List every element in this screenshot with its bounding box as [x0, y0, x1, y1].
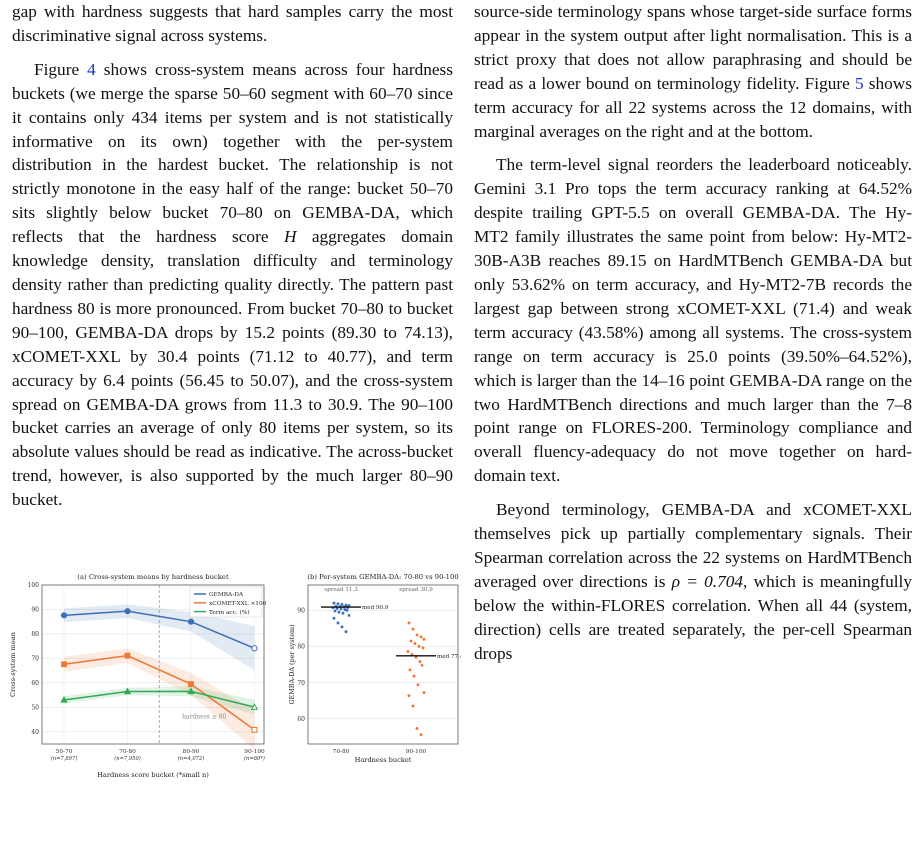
panel-a-title: (a) Cross-system means by hardness bucket [77, 573, 229, 581]
left-paragraph-2-tail: aggregates domain knowledge density, translation difficulty and terminology density rather than predicting quality directly. The pattern past hardness 80 is more pronounced. From bucket 70–80 to bucket 90–100, GEMBA-DA drops by 15.2 points (89.30 to 74.13), xCOMET-XXL by 30.4 points (71.12 to 40.77), and term accuracy by 6.4 points (56.45 to 50.07), and the cross-system spread on GEMBA-DA grows from 11.3 to 30.9. The 90–100 bucket carries an average of only 80 items per system, so its absolute values should be read as indicative. The across-bucket trend, however, is also supported by the much larger 80–90 bucket. [12, 227, 453, 510]
panel-a-legend-label: Term acc. (%) [209, 609, 250, 616]
panel-b-point [408, 621, 411, 624]
spearman-rho: ρ = 0.704 [671, 571, 744, 591]
panel-b-ytick-label: 70 [297, 679, 305, 687]
panel-b-point [420, 733, 423, 736]
panel-b-ytick-label: 80 [297, 643, 305, 651]
panel-b-point [418, 645, 421, 648]
panel-a-xtick-sublabel: (n=80*) [244, 756, 265, 762]
panel-a-point [62, 662, 67, 667]
panel-a-xtick-label: 70-80 [119, 749, 136, 755]
panel-b-point [334, 610, 337, 613]
panel-b-point [342, 612, 345, 615]
panel-a-xtick-label: 80-90 [182, 749, 200, 755]
panel-b-point [421, 664, 424, 667]
panel-a-legend-label: xCOMET-XXL ×100 [209, 601, 267, 607]
panel-a-legend [190, 587, 267, 617]
figure-4 [6, 568, 461, 782]
panel-a-ytick-label: 70 [31, 655, 39, 663]
panel-b-point [407, 650, 410, 653]
panel-b-point [416, 727, 419, 730]
panel-b-point [420, 636, 423, 639]
panel-a-ylabel: Cross-system mean [9, 632, 17, 697]
panel-a-ytick-label: 80 [31, 631, 39, 639]
right-paragraph-1-b: shows term accuracy for all 22 systems across the 12 domains, with marginal averages on the right and at the bottom. [474, 73, 912, 141]
panel-a-point [125, 653, 130, 658]
panel-b-ylabel: GEMBA-DA (per system) [288, 624, 296, 705]
panel-b-point [410, 640, 413, 643]
panel-a-point [125, 609, 130, 614]
panel-a-point [61, 613, 66, 618]
left-paragraph-2-body: shows cross-system means across four hardness buckets (we merge the sparse 50–60 segment with 60–70 since it contains only 434 items per system and is not statistically informative on its own) together with the per-system distribution in the hardest bucket. The relationship is not strictly monotone in the easy half of the range: bucket 50–70 sits slightly below bucket 70–80 on GEMBA-DA, which reflects that the hardness score [12, 59, 453, 247]
right-paragraph-1 [474, 0, 912, 143]
panel-b-point [413, 675, 416, 678]
panel-a-point [252, 646, 257, 651]
right-paragraph-3-b: , which is meaningfully below the within-FLORES correlation. When all 44 (system, direction) cells are treated separately, the per-cell Spearman drops [474, 571, 912, 663]
panel-b-point [346, 609, 349, 612]
panel-b-median-label: med 90.9 [362, 605, 389, 612]
left-paragraph-2 [12, 58, 453, 512]
panel-b-point [409, 668, 412, 671]
figure-5-link[interactable]: 5 [854, 73, 864, 93]
left-paragraph-1: gap with hardness suggests that hard samples carry the most discriminative signal across systems. [12, 2, 453, 45]
panel-a-threshold-annotation: hardness ≥ 80 [182, 713, 227, 721]
panel-a-ytick-label: 60 [31, 680, 39, 688]
panel-b-point [333, 617, 336, 620]
panel-b-point [423, 691, 426, 694]
panel-a-ytick-label: 100 [27, 582, 39, 590]
panel-b-median-label: med 77.4 [437, 653, 461, 660]
panel-b-point [340, 607, 343, 610]
panel-b-point [333, 602, 336, 605]
panel-a-xtick-sublabel: (n=7,897) [50, 756, 78, 762]
panel-a-point [189, 682, 194, 687]
panel-b-point [423, 638, 426, 641]
panel-a-xtick-label: 90-100 [244, 749, 265, 755]
panel-a-ytick-label: 90 [31, 606, 39, 614]
panel-b-ytick-label: 60 [297, 715, 305, 723]
panel-b-point [345, 630, 348, 633]
panel-b [288, 573, 461, 764]
panel-a-legend-label: GEMBA-DA [209, 592, 244, 599]
panel-a-ytick-label: 50 [31, 704, 39, 712]
panel-b-point [337, 602, 340, 605]
panel-b-spread-label: spread 30.9 [399, 587, 433, 593]
panel-a-point [188, 619, 193, 624]
panel-b-point [341, 625, 344, 628]
panel-a-ytick-label: 40 [31, 728, 39, 736]
panel-b-ytick-label: 90 [297, 607, 305, 615]
panel-b-point [417, 683, 420, 686]
panel-b-point [422, 646, 425, 649]
panel-b-spread-label: spread 11.3 [324, 587, 358, 593]
panel-b-xtick-label: 70-80 [332, 749, 350, 755]
figure-4-lead: Figure [34, 59, 88, 79]
panel-a [9, 573, 267, 779]
panel-b-point [412, 705, 415, 708]
panel-a-point [252, 727, 257, 732]
left-column [12, 0, 453, 522]
panel-a-xlabel: Hardness score bucket (*small n) [97, 771, 209, 779]
panel-a-xtick-sublabel: (n=4,072) [177, 756, 205, 762]
panel-b-title: (b) Per-system GEMBA-DA: 70-80 vs 90-100 [307, 573, 459, 581]
figure-4-link[interactable]: 4 [87, 59, 96, 79]
right-paragraph-1-a: source-side terminology spans whose target-side surface forms appear in the system output after light normalisation. This is a strict proxy that does not allow paraphrasing and should be read as a lower bound on terminology fidelity. Figure [474, 2, 912, 93]
panel-b-point [412, 628, 415, 631]
panel-b-point [337, 621, 340, 624]
panel-b-xlabel: Hardness bucket [354, 756, 412, 764]
right-paragraph-3-a: Beyond terminology, GEMBA-DA and xCOMET-XXL themselves pick up partially complementary signals. Their Spearman correlation across the 22 systems on HardMTBench averaged over directions is [474, 500, 912, 591]
figure-4-charts [6, 568, 461, 782]
panel-b-point [338, 611, 341, 614]
right-column [474, 0, 912, 675]
hardness-variable: H [283, 227, 297, 247]
panel-b-point [348, 614, 351, 617]
panel-b-point [408, 694, 411, 697]
panel-b-xtick-label: 90-100 [405, 749, 427, 755]
panel-b-point [414, 642, 417, 645]
right-paragraph-2: The term-level signal reorders the leaderboard noticeably. Gemini 3.1 Pro tops the term accuracy ranking at 64.52% despite trailing GPT-5.5 on overall GEMBA-DA. The Hy-MT2 family illustrates the same point from below: Hy-MT2-30B-A3B reaches 89.15 on HardMTBench GEMBA-DA but only 53.62% on term accuracy, and Hy-MT2-7B records the largest gap between strong xCOMET-XXL (71.4) and weak term accuracy (43.58%) among all systems. The cross-system range on term accuracy is 25.0 points (39.50%–64.52%), which is larger than the 14–16 point GEMBA-DA range on the two HardMTBench directions and much larger than the 7–8 point range on FLORES-200. Terminology compliance and overall fluency-adequacy do not move together on hard-domain text. [474, 155, 912, 486]
panel-b-point [419, 660, 422, 663]
panel-a-xtick-sublabel: (n=7,950) [114, 756, 141, 762]
right-paragraph-3 [474, 498, 912, 665]
panel-a-xtick-label: 50-70 [55, 749, 73, 755]
panel-b-point [416, 633, 419, 636]
